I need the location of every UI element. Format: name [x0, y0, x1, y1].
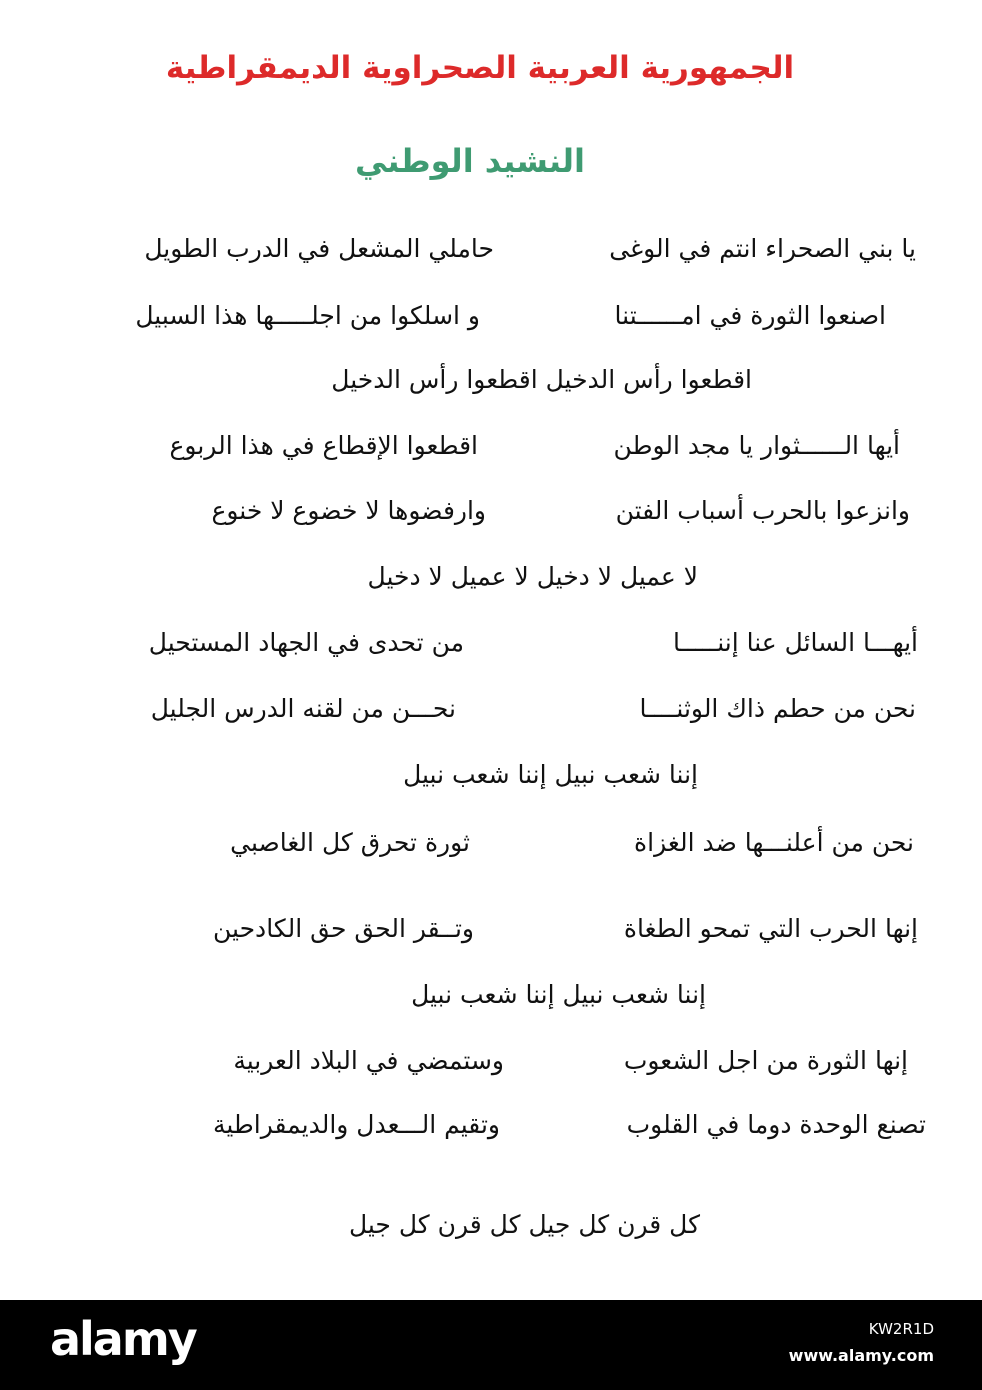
verse1-refrain: اقطعوا رأس الدخيل اقطعوا رأس الدخيل [331, 365, 752, 394]
verse1-line2-left: و اسلكوا من اجلـــــها هذا السبيل [135, 301, 480, 330]
verse3-line1-right: أيهـــا السائل عنا إننـــــا [673, 628, 918, 657]
watermark-bar [0, 1300, 982, 1390]
image-id: KW2R1D [868, 1320, 934, 1338]
verse2-line2-left: وارفضوها لا خضوع لا خنوع [211, 496, 486, 525]
verse5-line2-right: تصنع الوحدة دوما في القلوب [626, 1110, 926, 1139]
verse1-line1-right: يا بني الصحراء انتم في الوغى [609, 234, 916, 263]
verse2-refrain: لا عميل لا دخيل لا عميل لا دخيل [367, 562, 698, 591]
verse5-line1-right: إنها الثورة من اجل الشعوب [623, 1046, 908, 1075]
document-subtitle: النشيد الوطني [355, 142, 585, 180]
verse1-line2-right: اصنعوا الثورة في امــــــتنا [614, 301, 886, 330]
verse1-line1-left: حاملي المشعل في الدرب الطويل [144, 234, 494, 263]
verse4-line2-left: وتــقر الحق حق الكادحين [213, 914, 474, 943]
verse2-line1-left: اقطعوا الإقطاع في هذا الربوع [169, 431, 478, 460]
verse4-line1-right: نحن من أعلنـــها ضد الغزاة [634, 828, 914, 857]
verse5-line2-left: وتقيم الـــعدل والديمقراطية [212, 1110, 500, 1139]
verse5-line1-left: وستمضي في البلاد العربية [233, 1046, 504, 1075]
verse3-refrain: إننا شعب نبيل إننا شعب نبيل [403, 760, 698, 789]
verse3-line2-left: نحـــن من لقنه الدرس الجليل [150, 694, 456, 723]
verse3-line1-left: من تحدى في الجهاد المستحيل [148, 628, 464, 657]
document-title: الجمهورية العربية الصحراوية الديمقراطية [165, 50, 795, 86]
verse4-line1-left: ثورة تحرق كل الغاصبي [230, 828, 470, 857]
verse4-refrain: إننا شعب نبيل إننا شعب نبيل [411, 980, 706, 1009]
verse4-line2-right: إنها الحرب التي تمحو الطغاة [623, 914, 918, 943]
site-url: www.alamy.com [788, 1346, 934, 1365]
verse3-line2-right: نحن من حطم ذاك الوثنــــا [639, 694, 916, 723]
verse2-line2-right: وانزعوا بالحرب أسباب الفتن [615, 496, 910, 525]
verse5-refrain: كل قرن كل جيل كل قرن كل جيل [348, 1210, 700, 1239]
verse2-line1-right: أيها الــــــثوار يا مجد الوطن [613, 431, 900, 460]
alamy-logo: alamy [50, 1312, 196, 1366]
